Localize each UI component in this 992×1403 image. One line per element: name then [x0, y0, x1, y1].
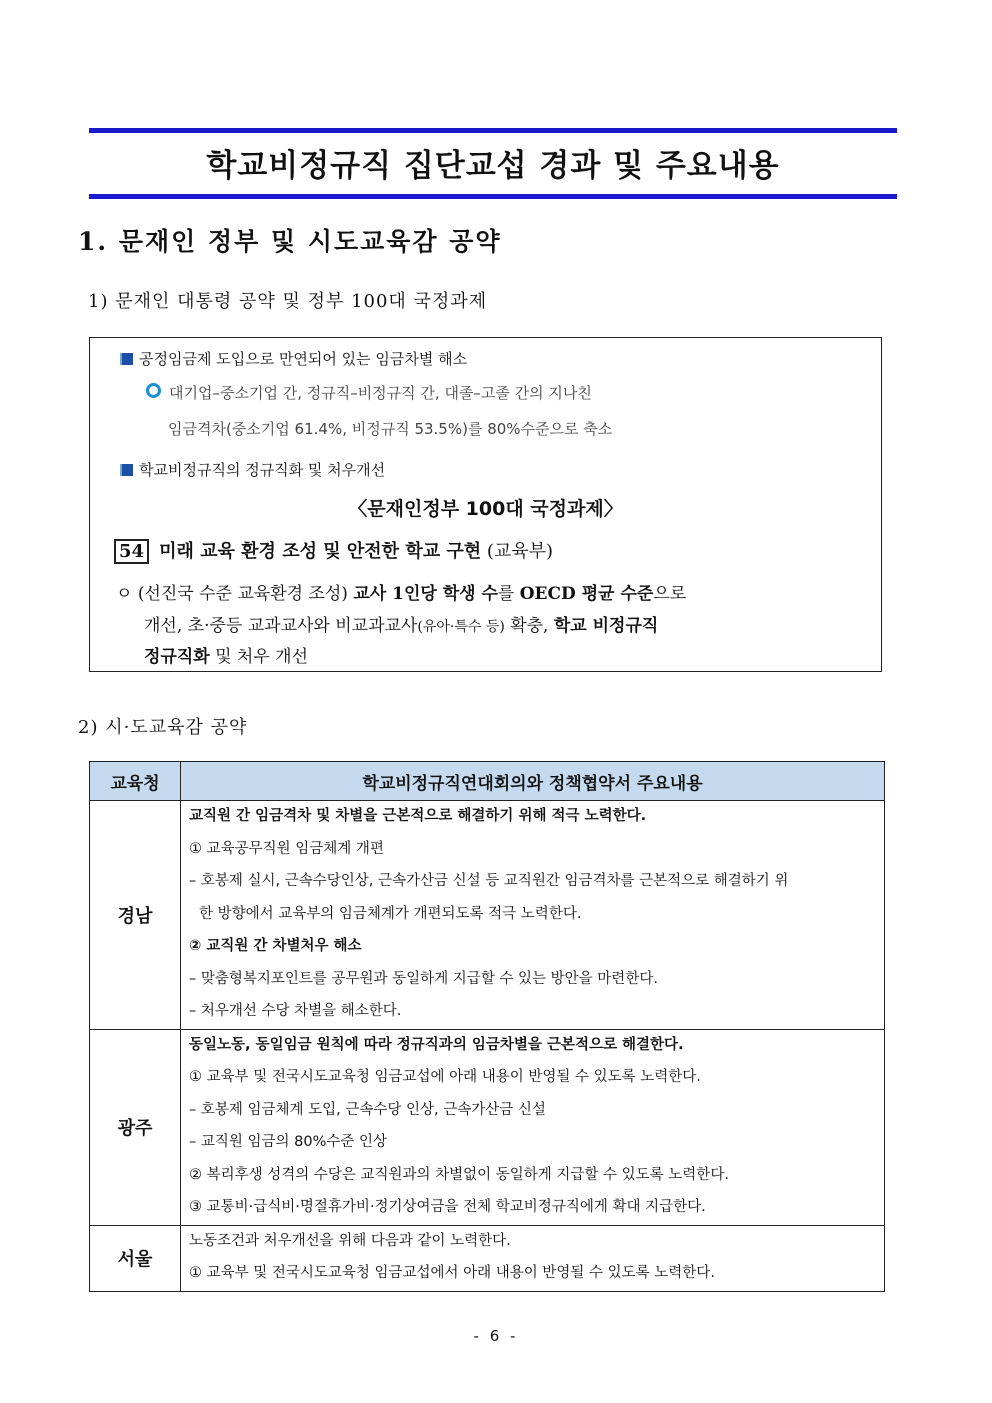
table-header-office: 교육청: [90, 762, 181, 801]
content-line: ① 교육부 및 전국시도교육청 임금교섭에서 아래 내용이 반영될 수 있도록 노력한다.: [189, 1265, 715, 1281]
content-line: – 호봉제 임금체계 도입, 근속수당 인상, 근속가산금 신설: [189, 1101, 546, 1118]
pledge-item-1-detail-cont: 임금격차(중소기업 61.4%, 비정규직 53.5%)를 80%수준으로 축소: [168, 420, 613, 438]
content-cell: [181, 801, 885, 1030]
section-heading: 1. 문재인 정부 및 시도교육감 공약: [78, 227, 502, 256]
table-header-content: 학교비정규직연대회의와 정책협약서 주요내용: [181, 762, 885, 801]
content-line: ① 교육부 및 전국시도교육청 임금교섭에 아래 내용이 반영될 수 있도록 노력한다.: [189, 1069, 701, 1085]
content-cell: [181, 1225, 885, 1291]
region-cell: 경남: [90, 801, 181, 1030]
table-row: [90, 1225, 885, 1291]
agenda-para-line-2: 개선, 초·중등 교과교사와 비교과교사(유아·특수 등) 확충, 학교 비정규직: [144, 616, 659, 636]
content-line: ① 교육공무직원 임금체계 개편: [189, 840, 384, 857]
ring-bullet-icon: [146, 383, 161, 398]
pledge-box: [89, 337, 882, 672]
agenda-heading: 54 미래 교육 환경 조성 및 안전한 학교 구현 (교육부): [114, 537, 553, 564]
title-top-rule: [89, 128, 897, 133]
agenda-para-line-1: ㅇ (선진국 수준 교육환경 조성) 교사 1인당 학생 수를 OECD 평균 수준으로: [116, 584, 687, 604]
agenda-para-line-3: 정규직화 및 처우 개선: [144, 647, 309, 667]
pledge-table: [89, 761, 885, 1292]
content-line: – 교직원 임금의 80%수준 인상: [189, 1134, 387, 1150]
pledge-item-1-detail: 대기업–중소기업 간, 정규직–비정규직 간, 대졸–고졸 간의 지나친: [146, 382, 592, 403]
table-header-row: [90, 762, 885, 801]
content-line: – 처우개선 수당 차별을 해소한다.: [189, 1003, 402, 1019]
content-line: 노동조건과 처우개선을 위해 다음과 같이 노력한다.: [189, 1232, 511, 1249]
content-line: 한 방향에서 교육부의 임금체계가 개편되도록 적극 노력한다.: [199, 905, 582, 922]
content-line: 교직원 간 임금격차 및 차별을 근본적으로 해결하기 위해 적극 노력한다.: [189, 808, 647, 824]
agenda-dept: (교육부): [486, 541, 554, 562]
content-cell: [181, 1029, 885, 1225]
square-bullet-icon: [120, 464, 133, 476]
title-bottom-rule: [89, 194, 897, 199]
square-bullet-icon: [120, 353, 133, 365]
content-line: – 맞춤형복지포인트를 공무원과 동일하게 지급할 수 있는 방안을 마련한다.: [189, 970, 658, 987]
table-row: [90, 1029, 885, 1225]
content-line: ③ 교통비·급식비·명절휴가비·정기상여금을 전체 학교비정규직에게 확대 지급한다.: [189, 1199, 706, 1215]
content-line: ② 복리후생 성격의 수당은 교직원과의 차별없이 동일하게 지급할 수 있도록 노력한다.: [189, 1166, 729, 1183]
pledge-item-2: 학교비정규직의 정규직화 및 처우개선: [120, 459, 385, 480]
table-row: [90, 801, 885, 1030]
region-cell: 광주: [90, 1029, 181, 1225]
page-title: 학교비정규직 집단교섭 경과 및 주요내용: [206, 148, 780, 184]
content-line: – 호봉제 실시, 근속수당인상, 근속가산금 신설 등 교직원간 임금격차를 근본적으로 해결하기 위: [189, 873, 789, 889]
pledge-item-1: 공정임금제 도입으로 만연되어 있는 임금차별 해소: [120, 348, 467, 369]
page-number: - 6 -: [473, 1327, 519, 1345]
region-cell: 서울: [90, 1225, 181, 1291]
subheading-1: 1) 문재인 대통령 공약 및 정부 100대 국정과제: [88, 291, 488, 312]
content-line: ② 교직원 간 차별처우 해소: [189, 938, 362, 954]
agenda-number: 54: [114, 539, 149, 564]
subheading-2: 2) 시·도교육감 공약: [78, 717, 248, 738]
content-line: 동일노동, 동일임금 원칙에 따라 정규직과의 임금차별을 근본적으로 해결한다.: [189, 1036, 684, 1053]
agenda-title: 〈문재인정부 100대 국정과제〉: [348, 498, 623, 520]
